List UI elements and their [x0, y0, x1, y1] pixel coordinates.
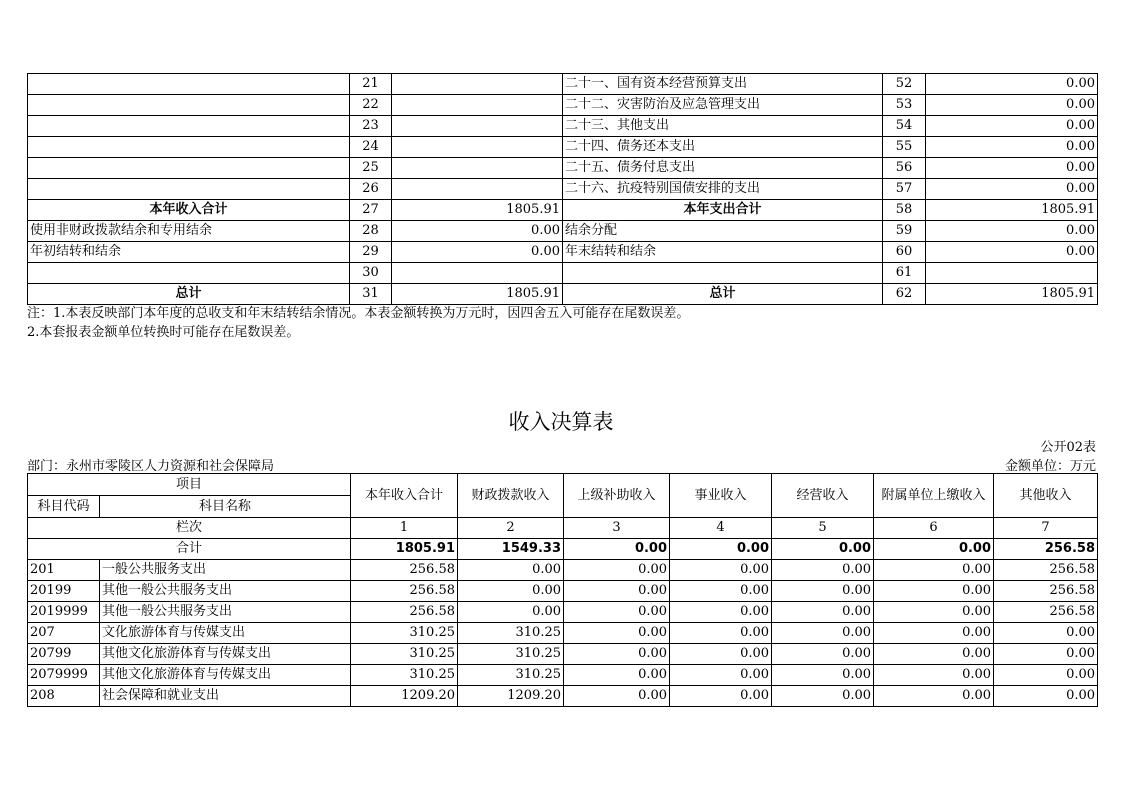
amount-cell: 0.00 [670, 686, 772, 707]
amount-cell: 0.00 [458, 560, 564, 581]
subject-name: 其他文化旅游体育与传媒支出 [100, 665, 351, 686]
summary-right-number: 60 [883, 242, 926, 263]
header-col-4: 事业收入 [670, 474, 772, 518]
summary-left-number: 30 [350, 263, 392, 284]
amount-cell: 0.00 [772, 665, 874, 686]
summary-row [28, 137, 1098, 158]
header-code: 科目代码 [28, 496, 100, 518]
subject-name: 一般公共服务支出 [100, 560, 351, 581]
summary-right-label: 二十五、债务付息支出 [563, 158, 883, 179]
total-value: 0.00 [670, 539, 772, 560]
total-value: 0.00 [772, 539, 874, 560]
table-row [28, 581, 1098, 602]
amount-cell: 256.58 [351, 581, 458, 602]
summary-left-number: 24 [350, 137, 392, 158]
total-value: 1805.91 [351, 539, 458, 560]
summary-right-number: 54 [883, 116, 926, 137]
subject-name: 文化旅游体育与传媒支出 [100, 623, 351, 644]
amount-cell: 0.00 [670, 665, 772, 686]
amount-cell: 0.00 [772, 686, 874, 707]
summary-right-label: 年末结转和结余 [563, 242, 883, 263]
summary-left-label [28, 179, 350, 200]
header-name: 科目名称 [100, 496, 351, 518]
summary-left-label [28, 263, 350, 284]
amount-cell: 310.25 [458, 623, 564, 644]
summary-right-label: 二十六、抗疫特别国债安排的支出 [563, 179, 883, 200]
header-col-2: 财政拨款收入 [458, 474, 564, 518]
summary-right-label: 二十一、国有资本经营预算支出 [563, 74, 883, 95]
amount-cell: 256.58 [351, 560, 458, 581]
subject-code: 208 [28, 686, 100, 707]
amount-cell: 0.00 [874, 623, 994, 644]
summary-right-amount: 0.00 [926, 95, 1098, 116]
table-code: 公开02表 [1040, 440, 1096, 455]
amount-cell: 310.25 [351, 644, 458, 665]
amount-cell: 0.00 [772, 644, 874, 665]
summary-left-label [28, 116, 350, 137]
header-col-5: 经营收入 [772, 474, 874, 518]
amount-cell: 0.00 [670, 623, 772, 644]
amount-cell: 0.00 [772, 602, 874, 623]
summary-right-number: 57 [883, 179, 926, 200]
summary-table [27, 73, 1098, 305]
summary-right-number: 59 [883, 221, 926, 242]
summary-right-amount: 0.00 [926, 74, 1098, 95]
header-col-7: 其他收入 [994, 474, 1098, 518]
department-label: 部门：永州市零陵区人力资源和社会保障局 [27, 459, 275, 474]
amount-cell: 0.00 [772, 560, 874, 581]
column-number-label: 栏次 [28, 518, 351, 539]
summary-left-number: 23 [350, 116, 392, 137]
summary-row [28, 284, 1098, 305]
summary-left-number: 28 [350, 221, 392, 242]
summary-row [28, 200, 1098, 221]
total-value: 1549.33 [458, 539, 564, 560]
summary-right-number: 55 [883, 137, 926, 158]
summary-right-amount: 1805.91 [926, 284, 1098, 305]
column-number: 4 [670, 518, 772, 539]
amount-cell: 0.00 [772, 623, 874, 644]
amount-cell: 0.00 [874, 560, 994, 581]
summary-row [28, 179, 1098, 200]
total-row [28, 539, 1098, 560]
summary-left-label [28, 95, 350, 116]
total-label: 合计 [28, 539, 351, 560]
summary-row [28, 95, 1098, 116]
amount-unit-label: 金额单位：万元 [1004, 459, 1096, 474]
subject-name: 其他一般公共服务支出 [100, 602, 351, 623]
subject-name: 其他文化旅游体育与传媒支出 [100, 644, 351, 665]
summary-left-number: 27 [350, 200, 392, 221]
header-row-1 [28, 474, 1098, 496]
summary-right-amount: 0.00 [926, 137, 1098, 158]
column-number: 3 [564, 518, 670, 539]
summary-left-number: 21 [350, 74, 392, 95]
summary-row [28, 263, 1098, 284]
summary-left-label: 总计 [28, 284, 350, 305]
amount-cell: 256.58 [994, 560, 1098, 581]
summary-left-number: 29 [350, 242, 392, 263]
summary-right-number: 52 [883, 74, 926, 95]
amount-cell: 0.00 [994, 623, 1098, 644]
amount-cell: 0.00 [564, 602, 670, 623]
summary-right-number: 53 [883, 95, 926, 116]
summary-right-amount: 0.00 [926, 179, 1098, 200]
summary-left-amount [392, 263, 563, 284]
amount-cell: 0.00 [564, 686, 670, 707]
summary-right-amount: 0.00 [926, 116, 1098, 137]
total-value: 256.58 [994, 539, 1098, 560]
amount-cell: 1209.20 [351, 686, 458, 707]
amount-cell: 0.00 [670, 560, 772, 581]
column-number: 6 [874, 518, 994, 539]
summary-left-label: 使用非财政拨款结余和专用结余 [28, 221, 350, 242]
summary-row [28, 242, 1098, 263]
summary-right-label: 二十四、债务还本支出 [563, 137, 883, 158]
table-row [28, 644, 1098, 665]
summary-right-amount: 0.00 [926, 158, 1098, 179]
summary-right-number: 61 [883, 263, 926, 284]
table-row [28, 665, 1098, 686]
summary-right-label [563, 263, 883, 284]
table-row [28, 602, 1098, 623]
summary-left-amount: 1805.91 [392, 200, 563, 221]
amount-cell: 0.00 [874, 644, 994, 665]
total-value: 0.00 [564, 539, 670, 560]
summary-left-label [28, 74, 350, 95]
subject-code: 2079999 [28, 665, 100, 686]
summary-right-number: 62 [883, 284, 926, 305]
summary-left-label [28, 137, 350, 158]
amount-cell: 0.00 [874, 665, 994, 686]
summary-left-amount [392, 158, 563, 179]
subject-code: 20199 [28, 581, 100, 602]
amount-cell: 256.58 [994, 602, 1098, 623]
subject-code: 207 [28, 623, 100, 644]
summary-right-label: 总计 [563, 284, 883, 305]
amount-cell: 0.00 [458, 602, 564, 623]
summary-left-label: 年初结转和结余 [28, 242, 350, 263]
header-item: 项目 [28, 474, 351, 496]
subject-code: 201 [28, 560, 100, 581]
subject-code: 2019999 [28, 602, 100, 623]
note-line-2: 2.本套报表金额单位转换时可能存在尾数误差。 [27, 325, 300, 340]
summary-left-number: 31 [350, 284, 392, 305]
amount-cell: 0.00 [994, 686, 1098, 707]
column-number: 2 [458, 518, 564, 539]
amount-cell: 310.25 [458, 644, 564, 665]
amount-cell: 310.25 [351, 623, 458, 644]
summary-row [28, 221, 1098, 242]
amount-cell: 0.00 [670, 644, 772, 665]
amount-cell: 0.00 [564, 581, 670, 602]
column-number-row [28, 518, 1098, 539]
amount-cell: 0.00 [670, 581, 772, 602]
amount-cell: 0.00 [670, 602, 772, 623]
summary-right-label: 二十二、灾害防治及应急管理支出 [563, 95, 883, 116]
summary-left-amount [392, 179, 563, 200]
income-table-body [28, 474, 1098, 707]
table-row [28, 686, 1098, 707]
summary-right-number: 56 [883, 158, 926, 179]
summary-right-label: 二十三、其他支出 [563, 116, 883, 137]
subject-name: 社会保障和就业支出 [100, 686, 351, 707]
summary-left-number: 25 [350, 158, 392, 179]
amount-cell: 0.00 [874, 686, 994, 707]
amount-cell: 0.00 [458, 581, 564, 602]
table-row [28, 560, 1098, 581]
summary-left-label: 本年收入合计 [28, 200, 350, 221]
income-table-title: 收入决算表 [508, 410, 614, 434]
amount-cell: 310.25 [458, 665, 564, 686]
summary-row [28, 74, 1098, 95]
subject-name: 其他一般公共服务支出 [100, 581, 351, 602]
column-number: 5 [772, 518, 874, 539]
summary-right-label: 本年支出合计 [563, 200, 883, 221]
amount-cell: 0.00 [564, 560, 670, 581]
table-row [28, 623, 1098, 644]
summary-right-amount: 0.00 [926, 242, 1098, 263]
amount-cell: 0.00 [994, 665, 1098, 686]
summary-left-amount: 1805.91 [392, 284, 563, 305]
header-col-3: 上级补助收入 [564, 474, 670, 518]
amount-cell: 0.00 [874, 581, 994, 602]
amount-cell: 0.00 [994, 644, 1098, 665]
summary-right-amount: 1805.91 [926, 200, 1098, 221]
amount-cell: 0.00 [564, 644, 670, 665]
amount-cell: 0.00 [564, 665, 670, 686]
header-col-1: 本年收入合计 [351, 474, 458, 518]
summary-row [28, 158, 1098, 179]
summary-right-label: 结余分配 [563, 221, 883, 242]
amount-cell: 0.00 [564, 623, 670, 644]
summary-row [28, 116, 1098, 137]
amount-cell: 0.00 [874, 602, 994, 623]
subject-code: 20799 [28, 644, 100, 665]
amount-cell: 256.58 [994, 581, 1098, 602]
total-value: 0.00 [874, 539, 994, 560]
amount-cell: 1209.20 [458, 686, 564, 707]
column-number: 7 [994, 518, 1098, 539]
summary-left-amount [392, 95, 563, 116]
amount-cell: 310.25 [351, 665, 458, 686]
summary-left-number: 26 [350, 179, 392, 200]
amount-cell: 0.00 [772, 581, 874, 602]
summary-left-amount: 0.00 [392, 242, 563, 263]
summary-left-amount: 0.00 [392, 221, 563, 242]
summary-left-amount [392, 137, 563, 158]
summary-left-amount [392, 74, 563, 95]
summary-table-body [28, 74, 1098, 305]
summary-right-amount [926, 263, 1098, 284]
summary-right-amount: 0.00 [926, 221, 1098, 242]
note-line-1: 注：1.本表反映部门本年度的总收支和年末结转结余情况。本表金额转换为万元时，因四舍五入可能存在尾数误差。 [27, 306, 690, 321]
header-col-6: 附属单位上缴收入 [874, 474, 994, 518]
summary-left-number: 22 [350, 95, 392, 116]
column-number: 1 [351, 518, 458, 539]
summary-right-number: 58 [883, 200, 926, 221]
summary-left-amount [392, 116, 563, 137]
amount-cell: 256.58 [351, 602, 458, 623]
income-table [27, 473, 1098, 707]
summary-left-label [28, 158, 350, 179]
